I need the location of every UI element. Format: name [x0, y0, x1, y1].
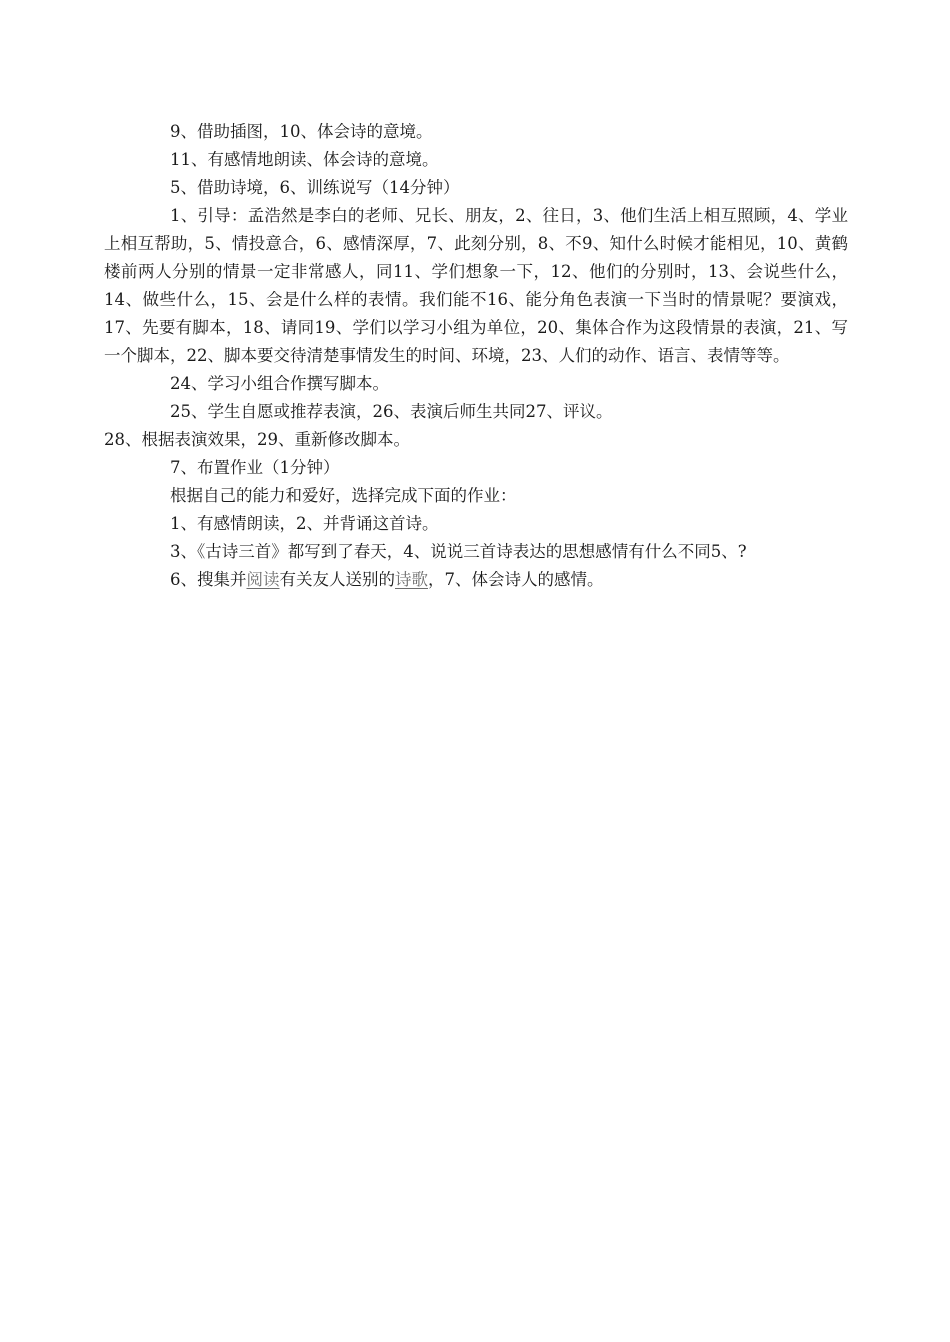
paragraph	[104, 566, 848, 594]
text-run: ，7、体会诗人的感情。	[428, 570, 604, 589]
document-body	[104, 118, 848, 594]
paragraph: 11、有感情地朗读、体会诗的意境。	[170, 150, 439, 169]
section-heading: 5、借助诗境，6、训练说写（14分钟）	[170, 178, 460, 197]
paragraph: 3、《古诗三首》都写到了春天，4、说说三首诗表达的思想感情有什么不同5、?	[170, 542, 747, 561]
paragraph: 根据自己的能力和爱好，选择完成下面的作业：	[170, 486, 517, 505]
paragraph: 9、借助插图，10、体会诗的意境。	[170, 122, 433, 141]
paragraph: 1、引导：孟浩然是李白的老师、兄长、朋友，2、往日，3、他们生活上相互照顾，4、学业上相互帮助，5、情投意合，6、感情深厚，7、此刻分别，8、不9、知什么时候才能相见，10、黄鹤楼前两人分别的情景一定非常感人，同11、学们想象一下，12、他们的分别时，13、会说些什么，14、做些什么，15、会是什么样的表情。我们能不16、能分角色表演一下当时的情景呢？要演戏，17、先要有脚本，18、请同19、学们以学习小组为单位，20、集体合作为这段情景的表演，21、写一个脚本，22、脚本要交待清楚事情发生的时间、环境，23、人们的动作、语言、表情等等。	[104, 206, 848, 365]
paragraph: 25、学生自愿或推荐表演，26、表演后师生共同27、评议。	[170, 402, 613, 421]
section-heading: 7、布置作业（1分钟）	[170, 458, 340, 477]
paragraph: 28、根据表演效果，29、重新修改脚本。	[104, 430, 410, 449]
paragraph: 24、学习小组合作撰写脚本。	[170, 374, 389, 393]
link-poetry[interactable]: 诗歌	[395, 570, 428, 589]
text-run: 有关友人送别的	[279, 570, 395, 589]
text-run: 6、搜集并	[170, 570, 247, 589]
link-reading[interactable]: 阅读	[246, 570, 280, 589]
paragraph: 1、有感情朗读，2、并背诵这首诗。	[170, 514, 439, 533]
